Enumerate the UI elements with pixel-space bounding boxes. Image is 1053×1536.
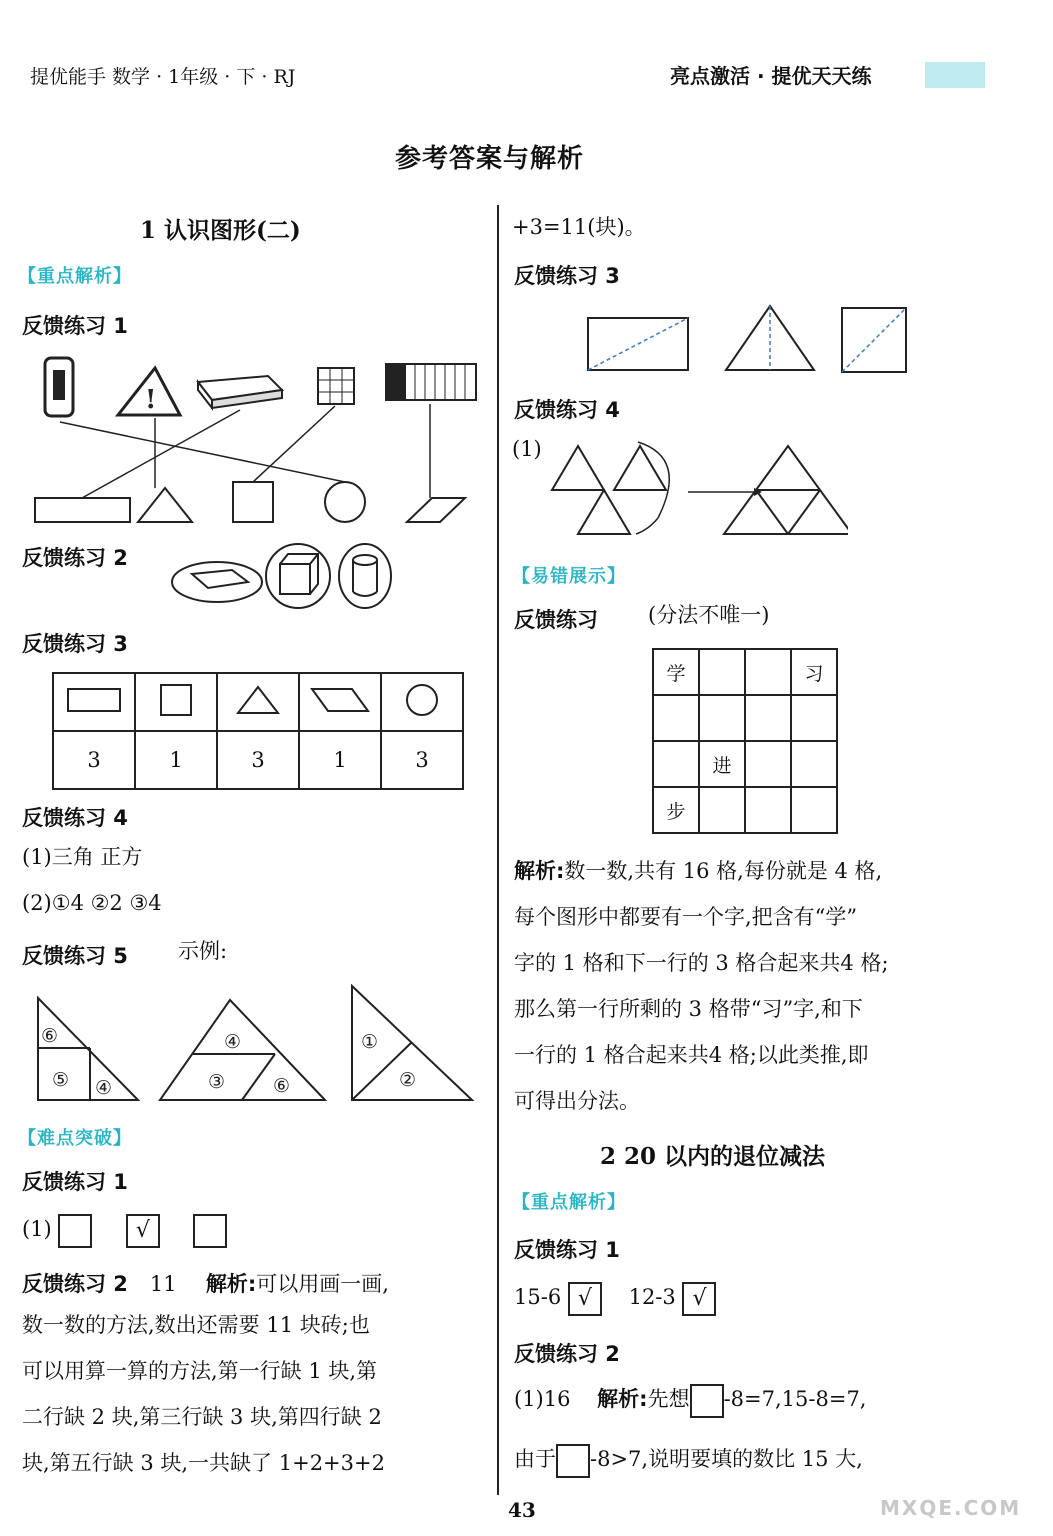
grid-cell	[699, 649, 745, 695]
section-title-1: 1 认识图形(二)	[140, 217, 301, 244]
figure-label: ③	[208, 1071, 226, 1093]
table-cell: 3	[217, 731, 299, 789]
exercise-title: 反馈练习 2	[22, 1272, 128, 1296]
analysis-text: 先想	[647, 1387, 690, 1411]
grid-cell: 习	[791, 649, 837, 695]
answer-line: (1)三角 正方	[22, 845, 143, 869]
analysis-text: 由于	[514, 1447, 556, 1471]
figure-label: ⑥	[273, 1075, 291, 1097]
page-number: 43	[508, 1498, 536, 1522]
analysis-label: 解析:	[205, 1272, 257, 1296]
figure-label: ⑤	[52, 1069, 70, 1091]
grid-cell: 学	[653, 649, 699, 695]
header-right: 亮点激活 · 提优天天练	[670, 64, 872, 88]
checked-box: √	[568, 1282, 602, 1316]
table-cell: 3	[381, 731, 463, 789]
analysis-text: 二行缺 2 块,第三行缺 3 块,第四行缺 2	[22, 1405, 382, 1429]
grid-cell	[791, 695, 837, 741]
exercise-label: 反馈练习	[514, 608, 598, 632]
continued-text: +3=11(块)。	[512, 215, 646, 239]
example-note: 示例:	[178, 939, 228, 963]
solids-figure	[170, 540, 490, 610]
watermark: MXQE.COM	[880, 1496, 1022, 1520]
exercise-label	[22, 1268, 389, 1298]
grid-cell	[653, 695, 699, 741]
tag-error-prone: 【易错展示】	[512, 566, 626, 587]
answer-value: (1)16	[514, 1387, 571, 1411]
exercise-label: 反馈练习 2	[22, 546, 128, 570]
answer-line	[514, 1376, 866, 1422]
svg-text:!: !	[145, 385, 157, 415]
cut-shapes-figure	[580, 302, 920, 378]
exercise-label: 反馈练习 5	[22, 944, 128, 968]
column-divider	[497, 205, 499, 1495]
exercise-note: (分法不唯一)	[648, 603, 770, 627]
exercise-label: 反馈练习 3	[514, 264, 620, 288]
answer-value: 11	[149, 1272, 177, 1296]
analysis-text: -8>7,说明要填的数比 15 大,	[590, 1447, 863, 1471]
triangle-split-figure	[30, 980, 480, 1105]
tag-key-analysis: 【重点解析】	[18, 266, 132, 287]
analysis-label: 解析:	[514, 859, 565, 883]
item-label: (1)	[22, 1217, 52, 1241]
exercise-label: 反馈练习 3	[22, 632, 128, 656]
tag-key-analysis: 【重点解析】	[512, 1192, 626, 1213]
grid-cell	[791, 787, 837, 833]
equation: 12-3	[628, 1285, 676, 1309]
table-cell	[53, 673, 135, 731]
table-cell: 1	[299, 731, 381, 789]
section-title-2: 2 20 以内的退位减法	[600, 1143, 826, 1170]
analysis-text: 可得出分法。	[514, 1089, 640, 1113]
table-cell	[217, 673, 299, 731]
exercise-label: 反馈练习 1	[22, 1170, 128, 1194]
figure-label: ⑥	[41, 1025, 59, 1047]
division-grid	[652, 648, 838, 834]
empty-box	[58, 1214, 92, 1248]
figure-label: ①	[361, 1031, 379, 1053]
answer-line	[514, 1436, 863, 1482]
shape-count-table	[52, 672, 464, 790]
equation: 15-6	[514, 1285, 562, 1309]
page-title: 参考答案与解析	[395, 144, 585, 174]
tag-difficult: 【难点突破】	[18, 1128, 132, 1149]
grid-cell	[791, 741, 837, 787]
header-left: 提优能手 数学 · 1年级 · 下 · RJ	[30, 66, 296, 88]
grid-cell: 进	[699, 741, 745, 787]
analysis-text: 块,第五行缺 3 块,一共缺了 1+2+3+2	[22, 1451, 385, 1475]
item-label: (1)	[512, 437, 542, 461]
grid-cell	[699, 695, 745, 741]
answer-line	[514, 1274, 716, 1320]
analysis-text: 每个图形中都要有一个字,把含有“学”	[514, 905, 858, 929]
analysis-text: 一行的 1 格合起来共4 格;以此类推,即	[514, 1043, 869, 1067]
grid-cell	[745, 787, 791, 833]
empty-box	[193, 1214, 227, 1248]
figure-label: ②	[399, 1069, 417, 1091]
checked-box: √	[682, 1282, 716, 1316]
grid-cell	[745, 695, 791, 741]
grid-cell	[699, 787, 745, 833]
exercise-label: 反馈练习 2	[514, 1342, 620, 1366]
table-cell: 1	[135, 731, 217, 789]
grid-cell	[653, 741, 699, 787]
analysis-text: 可以用算一算的方法,第一行缺 1 块,第	[22, 1359, 378, 1383]
empty-box	[556, 1444, 590, 1478]
figure-label: ④	[95, 1077, 113, 1099]
analysis-text: 数一数,共有 16 格,每份就是 4 格,	[564, 859, 883, 883]
exercise-label: 反馈练习 4	[22, 806, 128, 830]
grid-cell	[745, 741, 791, 787]
analysis-text: 可以用画一画,	[256, 1272, 389, 1296]
header-decoration	[925, 62, 985, 88]
analysis-text: 那么第一行所剩的 3 格带“习”字,和下	[514, 997, 863, 1021]
answer-line: (2)①4 ②2 ③4	[22, 891, 162, 915]
analysis-text: 数一数的方法,数出还需要 11 块砖;也	[22, 1313, 370, 1337]
answer-line	[22, 1206, 227, 1252]
exercise-label: 反馈练习 1	[22, 314, 128, 338]
grid-cell	[745, 649, 791, 695]
triangle-move-figure	[548, 438, 848, 542]
checked-box: √	[126, 1214, 160, 1248]
matching-figure	[20, 350, 490, 530]
empty-box	[690, 1384, 724, 1418]
exercise-label: 反馈练习 1	[514, 1238, 620, 1262]
analysis-label: 解析:	[597, 1387, 648, 1411]
figure-label: ④	[224, 1031, 242, 1053]
analysis-text: 字的 1 格和下一行的 3 格合起来共4 格;	[514, 951, 889, 975]
analysis-text: -8=7,15-8=7,	[723, 1387, 867, 1411]
table-cell	[381, 673, 463, 731]
table-cell: 3	[53, 731, 135, 789]
table-cell	[135, 673, 217, 731]
table-cell	[299, 673, 381, 731]
exercise-label: 反馈练习 4	[514, 398, 620, 422]
grid-cell: 步	[653, 787, 699, 833]
analysis-line	[514, 848, 882, 894]
